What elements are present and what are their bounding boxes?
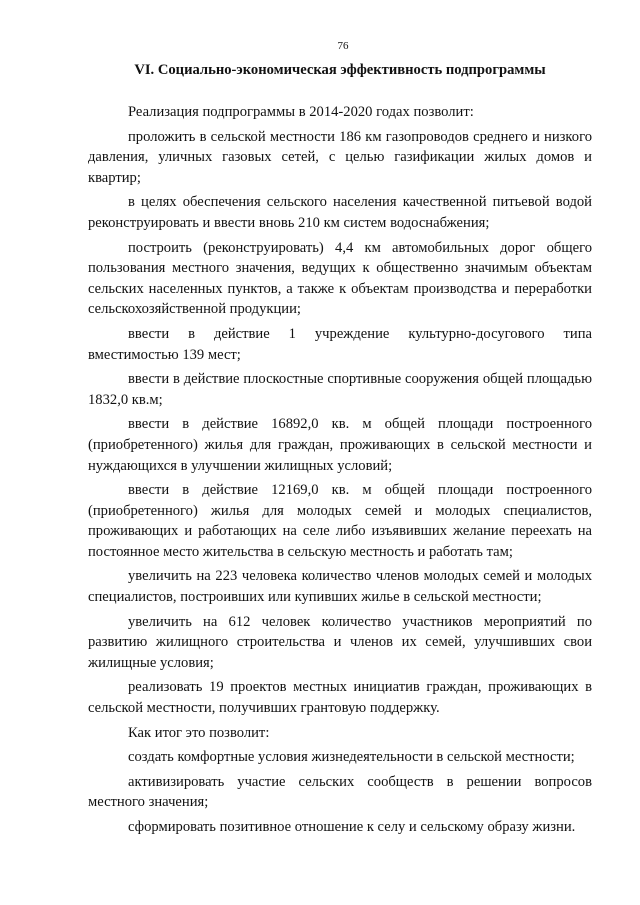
paragraph-roads: построить (реконструировать) 4,4 км автомобильных дорог общего пользования местного значения, ведущих к общественно значимым объектам сельских населенных пунктов, а также к объектам производства и переработки сельскохозяйственной продукции; xyxy=(88,239,592,318)
paragraph-communities: активизировать участие сельских сообществ в решении вопросов местного значения; xyxy=(88,773,592,811)
section-title: VI. Социально-экономическая эффективность подпрограммы xyxy=(134,62,546,78)
paragraph-young-families: увеличить на 223 человека количество членов молодых семей и молодых специалистов, построивших или купивших жилье в сельской местности; xyxy=(88,568,592,606)
paragraph-intro: Реализация подпрограммы в 2014-2020 годах позволит: xyxy=(128,104,474,120)
paragraph-housing-participants: увеличить на 612 человек количество участников мероприятий по развитию жилищного строительства и членов их семей, улучшивших свои жилищные условия; xyxy=(88,613,592,671)
paragraph-attitude: сформировать позитивное отношение к селу и сельскому образу жизни. xyxy=(128,819,576,835)
paragraph-sports-facilities: ввести в действие плоскостные спортивные сооружения общей площадью 1832,0 кв.м; xyxy=(88,371,592,408)
paragraph-housing-young: ввести в действие 12169,0 кв. м общей площади построенного (приобретенного) жилья для молодых семей и молодых специалистов, проживающих и работающих на селе либо изъявивших желание переехать на постоянное место жительства в сельскую местность и работать там; xyxy=(88,482,592,560)
document-page xyxy=(88,40,592,842)
paragraph-local-initiatives: реализовать 19 проектов местных инициатив граждан, проживающих в сельской местности, получивших грантовую поддержку. xyxy=(88,679,592,717)
paragraph-comfort: создать комфортные условия жизнедеятельности в сельской местности; xyxy=(128,749,575,766)
paragraph-gas-pipelines: проложить в сельской местности 186 км газопроводов среднего и низкого давления, уличных газовых сетей, с целью газификации жилых домов и квартир; xyxy=(88,128,592,186)
paragraph-cultural-facility: ввести в действие 1 учреждение культурно-досугового типа вместимостью 139 мест; xyxy=(88,325,592,363)
page-number: 76 xyxy=(337,40,349,52)
paragraph-outcome-intro: Как итог это позволит: xyxy=(128,724,270,741)
paragraph-water-supply: в целях обеспечения сельского населения качественной питьевой водой реконструировать и ввести вновь 210 км систем водоснабжения; xyxy=(88,194,592,231)
paragraph-housing-citizens: ввести в действие 16892,0 кв. м общей площади построенного (приобретенного) жилья для граждан, проживающих в сельской местности и нуждающихся в улучшении жилищных условий; xyxy=(88,416,592,474)
